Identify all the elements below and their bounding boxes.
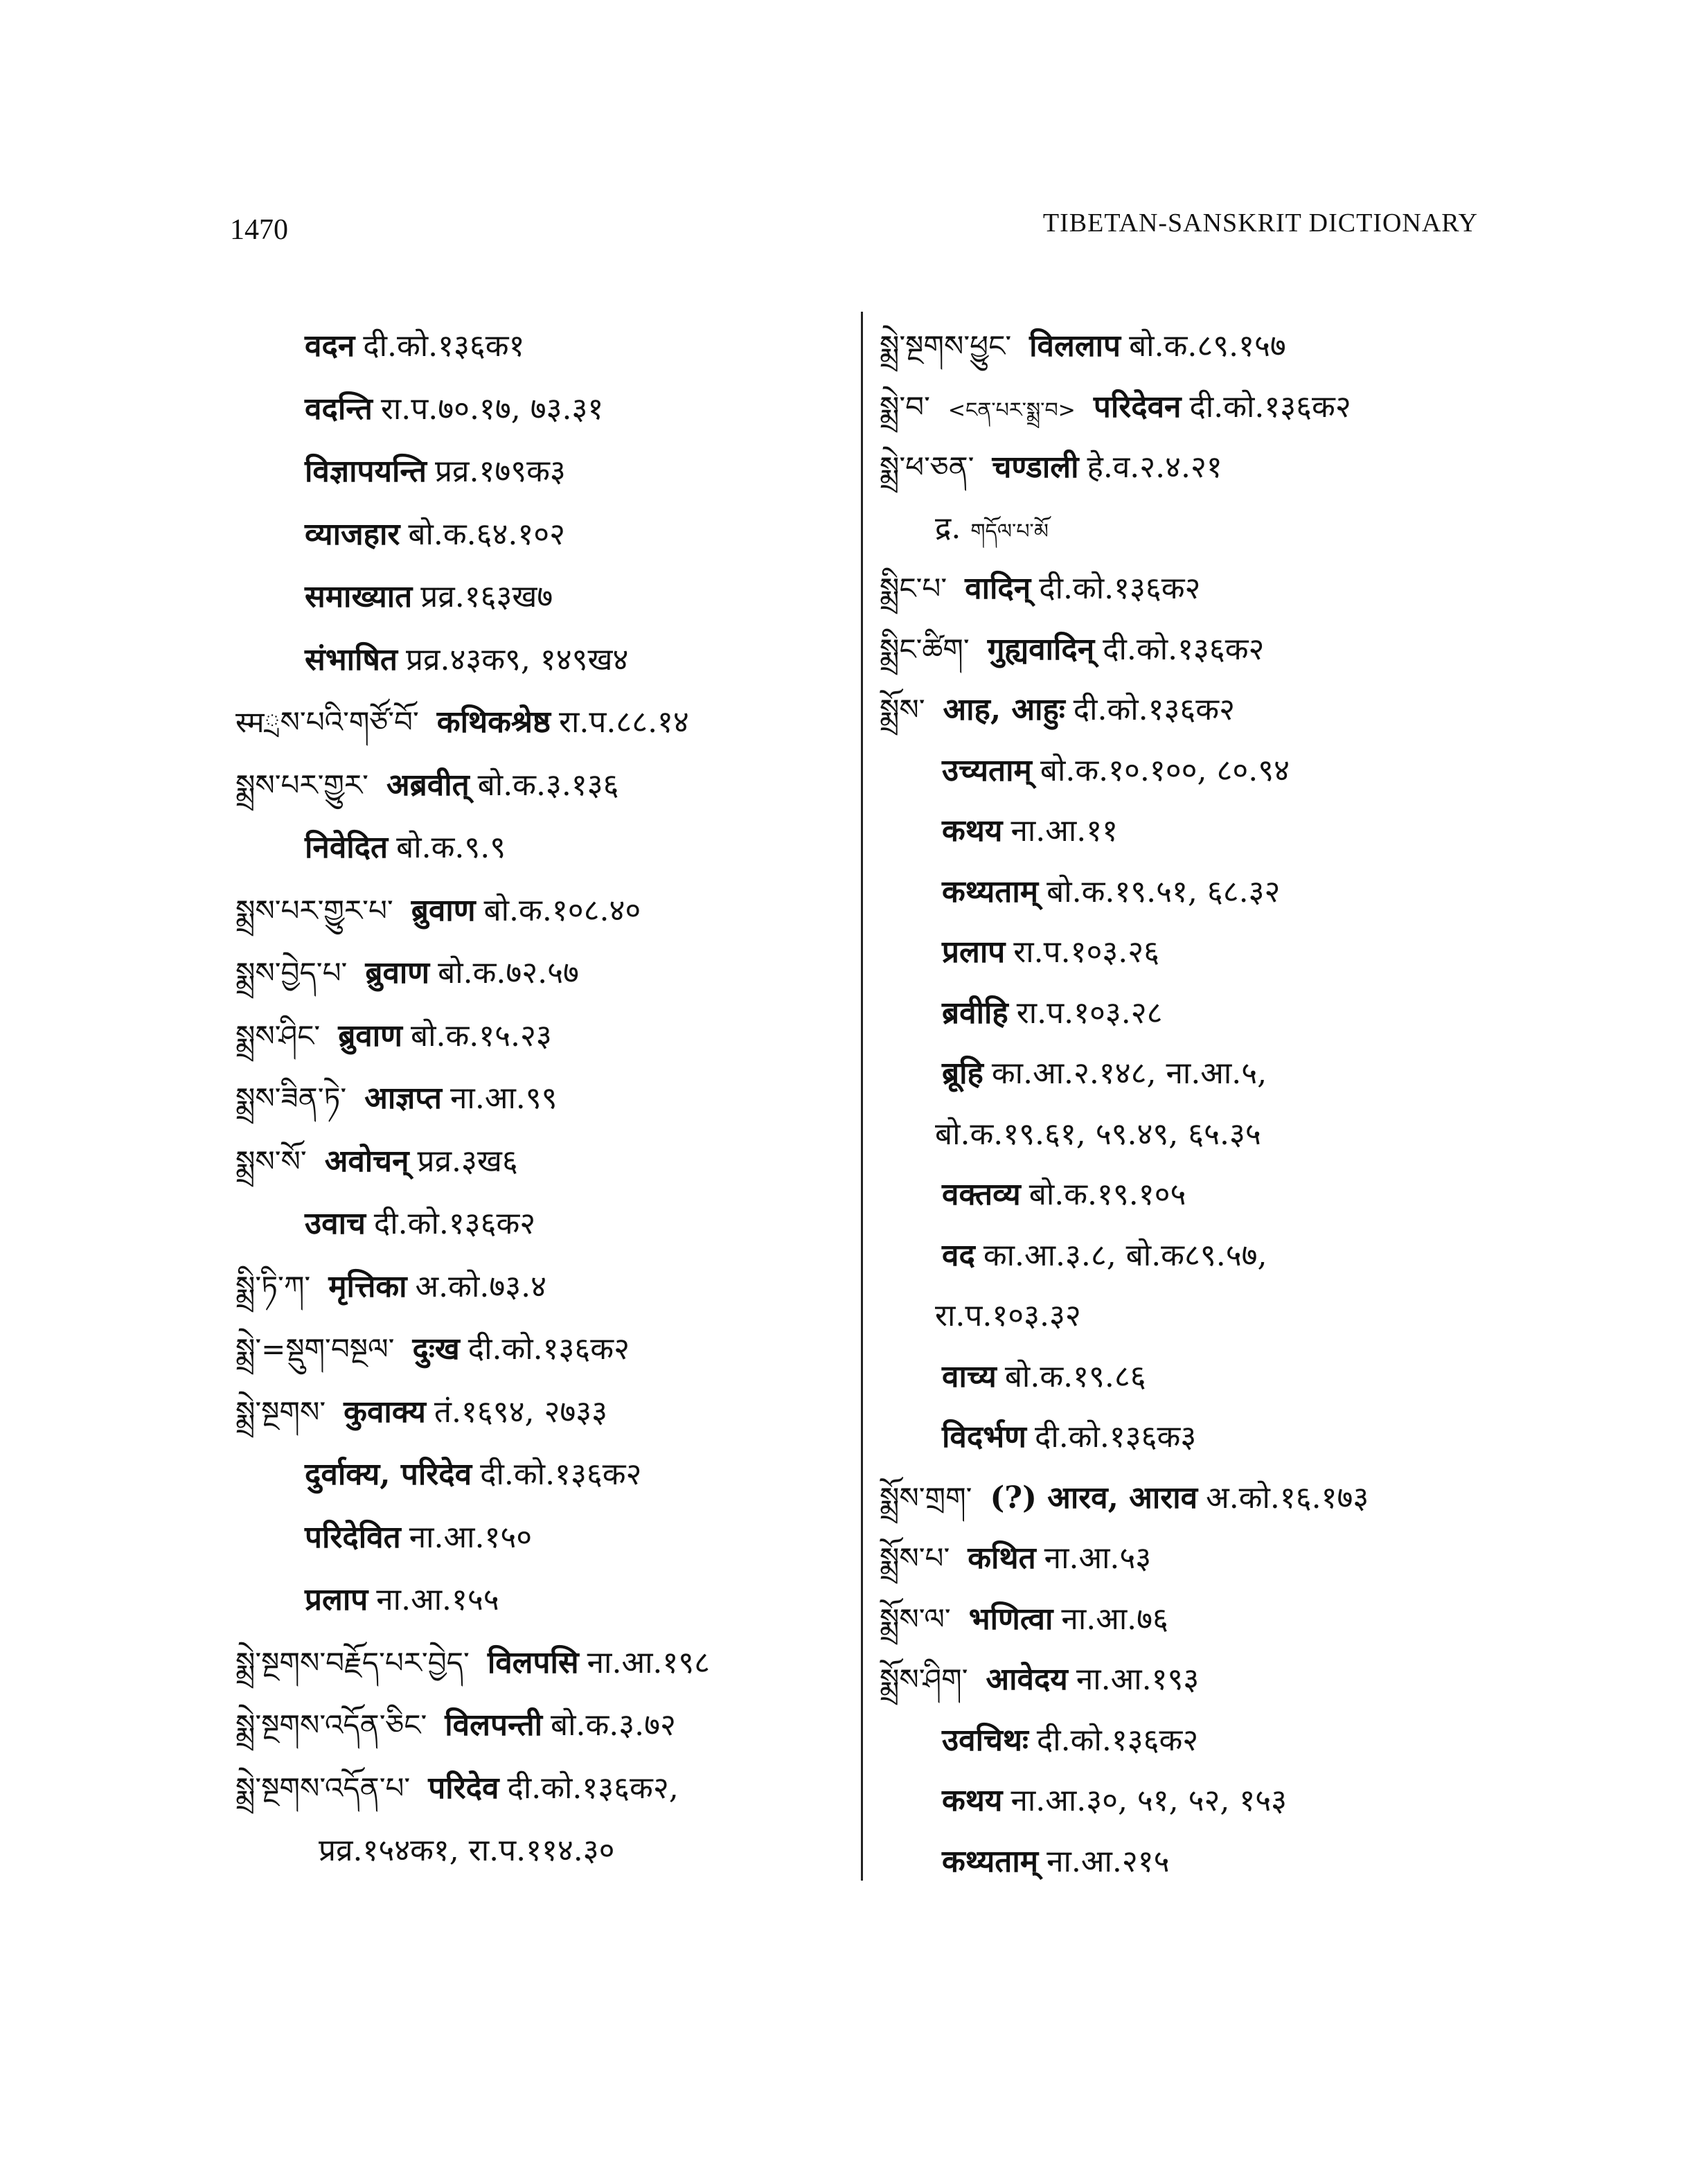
dictionary-line — [235, 1130, 518, 1193]
source-reference: बो.क.१०.१००, ८०.९४ — [1040, 752, 1290, 788]
source-reference: दी.को.१३६क२ — [1189, 389, 1351, 425]
tibetan-headword: སྨྲས་སོ་ — [235, 1144, 307, 1178]
dictionary-line — [235, 1632, 710, 1694]
tibetan-headword: स्मྲས་པའི་གཙོ་བོ་ — [235, 705, 419, 739]
sanskrit-equivalent: परिदेवित — [305, 1519, 401, 1555]
tibetan-headword: སྨྲས་པར་གྱུར་པ་ — [235, 893, 393, 927]
sanskrit-equivalent: वदन्ति — [305, 391, 373, 427]
dictionary-line — [235, 942, 579, 1004]
sanskrit-equivalent: विललाप — [1029, 328, 1121, 364]
source-reference: ना.आ.१५५ — [376, 1582, 499, 1617]
source-reference: प्रव्र.३ख६ — [417, 1143, 518, 1179]
sanskrit-equivalent: समाख्यात — [305, 579, 413, 614]
source-reference: अ.को.१६.१७३ — [1206, 1480, 1369, 1516]
dictionary-line — [235, 629, 628, 691]
dictionary-line — [235, 1569, 499, 1631]
source-reference: रा.प.१०३.२८ — [1016, 995, 1163, 1031]
dictionary-line — [235, 1318, 630, 1380]
dictionary-line — [880, 558, 1200, 620]
source-reference: दी.को.१३६क२ — [1103, 631, 1265, 667]
source-reference: ना.आ.१९३ — [1076, 1662, 1200, 1697]
sanskrit-equivalent: विदर्भण — [942, 1419, 1026, 1455]
tibetan-headword: སྨྲིང་ཚིག་ — [880, 632, 970, 666]
sanskrit-equivalent: आवेदय — [986, 1662, 1068, 1697]
cross-reference-term: གདོལ་པ་མོ — [970, 519, 1049, 544]
dictionary-line — [880, 800, 1118, 862]
source-reference: प्रव्र.१५४क१, रा.प.११४.३० — [319, 1833, 615, 1868]
dictionary-line — [880, 1710, 1198, 1772]
sanskrit-equivalent: उच्यताम् — [942, 752, 1032, 788]
sanskrit-equivalent: (?) आरव, आराव — [990, 1480, 1198, 1516]
source-reference: दी.को.१३६क२ — [1073, 692, 1235, 727]
sanskrit-equivalent: ब्रुवाण — [411, 892, 476, 928]
sanskrit-equivalent: कुवाक्य — [344, 1394, 426, 1430]
sanskrit-equivalent: ब्रवीहि — [942, 995, 1008, 1031]
sanskrit-equivalent: विज्ञापयन्ति — [305, 454, 427, 489]
source-reference: प्रव्र.१६३ख७ — [420, 579, 553, 614]
tibetan-headword: སྨྲེ་སྔགས་འདོན་པ་ — [235, 1770, 411, 1805]
source-reference: बो.क.१९.८६ — [1004, 1358, 1146, 1394]
sanskrit-equivalent: वदन — [305, 328, 355, 364]
sanskrit-equivalent: व्याजहार — [305, 516, 400, 552]
source-reference: दी.को.१३६क२ — [1036, 1722, 1199, 1758]
sanskrit-equivalent: वाच्य — [942, 1358, 997, 1394]
tibetan-headword: སྨྲོས་ལ་ — [880, 1601, 951, 1636]
running-title: TIBETAN-SANSKRIT DICTIONARY — [1042, 208, 1478, 238]
source-reference: दी.को.१३६क२ — [373, 1206, 536, 1241]
column-divider — [861, 312, 863, 1881]
dictionary-line — [235, 1005, 552, 1067]
source-reference: ना.आ.१९८ — [587, 1644, 711, 1680]
sanskrit-equivalent: कथ्यताम् — [942, 873, 1039, 909]
sanskrit-equivalent: आज्ञप्त — [364, 1081, 443, 1116]
sanskrit-equivalent: आह, आहुः — [943, 692, 1065, 727]
tibetan-headword: སྨྲེ་བ་ — [880, 389, 930, 424]
tibetan-headword: སྨྲི་ཏི་ཀ་ — [235, 1269, 311, 1304]
tibetan-headword: སྨྲེ་སྔགས་ — [235, 1394, 326, 1429]
dictionary-line — [235, 1757, 679, 1820]
source-reference: दी.को.१३६क२ — [480, 1457, 642, 1492]
dictionary-line — [235, 1256, 546, 1318]
dictionary-line — [880, 740, 1290, 802]
source-reference: हे.व.२.४.२१ — [1087, 450, 1222, 485]
dictionary-line — [880, 1467, 1369, 1529]
dictionary-line — [880, 1346, 1146, 1408]
tibetan-headword: སྨྲོས་ཤིག་ — [880, 1662, 968, 1696]
sanskrit-equivalent: कथ्यताम् — [942, 1843, 1039, 1879]
sanskrit-equivalent: ब्रूहि — [942, 1056, 983, 1091]
dictionary-line — [880, 1406, 1196, 1468]
cross-reference-marker: द्र. — [935, 510, 961, 546]
source-reference: बो.क.६४.१०२ — [408, 516, 566, 552]
dictionary-line — [880, 1164, 1186, 1226]
dictionary-line — [235, 1193, 535, 1255]
source-reference: ना.आ.११ — [1010, 813, 1118, 849]
source-reference: रा.प.८८.१४ — [558, 704, 689, 740]
source-reference: दी.को.१३६क२ — [1039, 571, 1201, 606]
tibetan-headword: སྨྲས་པར་གྱུར་ — [235, 767, 368, 802]
source-reference: बो.क.१९.५१, ६८.३२ — [1047, 873, 1281, 909]
sanskrit-equivalent: संभाषित — [305, 641, 398, 677]
sanskrit-equivalent: निवेदित — [305, 830, 389, 865]
source-reference: बो.क.९.९ — [396, 830, 506, 865]
sanskrit-equivalent: विलपसि — [487, 1644, 579, 1680]
dictionary-line — [880, 921, 1159, 984]
sanskrit-equivalent: दुःख — [412, 1331, 460, 1367]
source-reference: का.आ.२.१४८, ना.आ.५, — [991, 1056, 1267, 1091]
tibetan-headword: སྨྲས་ཤིང་ — [235, 1018, 321, 1053]
source-reference: ना.आ.३०, ५१, ५२, १५३ — [1010, 1783, 1288, 1818]
sanskrit-equivalent: विलपन्ती — [445, 1707, 542, 1743]
dictionary-line — [235, 378, 603, 441]
etymology-note: <ངན་པར་སྨྲ་བ> — [947, 398, 1076, 423]
tibetan-headword: སྨྲེ་ཕ་ཅན་ — [880, 450, 974, 484]
dictionary-line — [880, 1831, 1170, 1893]
sanskrit-equivalent: ब्रुवाण — [338, 1018, 402, 1054]
sanskrit-equivalent: वद — [942, 1237, 975, 1273]
sanskrit-equivalent: वादिन् — [965, 571, 1031, 606]
source-reference: बो.क.१९.१०५ — [1028, 1177, 1186, 1212]
sanskrit-equivalent: मृत्तिका — [328, 1268, 407, 1304]
sanskrit-equivalent: वक्तव्य — [942, 1177, 1021, 1212]
dictionary-line — [235, 1507, 532, 1569]
dictionary-line — [235, 1444, 641, 1506]
tibetan-headword: སྨྲེ་སྔགས་འདོན་ཅིང་ — [235, 1708, 427, 1742]
sanskrit-equivalent: उवचिथः — [942, 1722, 1028, 1758]
source-reference: दी.को.१३६क२ — [467, 1331, 630, 1367]
source-reference: ना.आ.२१५ — [1047, 1843, 1170, 1879]
sanskrit-equivalent: कथिकश्रेष्ठ — [436, 704, 551, 740]
tibetan-headword: སྨྲས་བྱེད་པ་ — [235, 956, 348, 990]
dictionary-line — [235, 1694, 676, 1757]
tibetan-headword: སྨྲེ་སྔགས་བརྗོད་པར་བྱེད་ — [235, 1645, 470, 1680]
dictionary-line — [235, 817, 506, 879]
dictionary-line — [880, 619, 1264, 681]
source-reference: बो.क.३.७२ — [551, 1707, 676, 1743]
source-reference: ना.आ.१५० — [409, 1519, 533, 1555]
dictionary-line — [235, 1067, 558, 1130]
source-reference: बो.क.१०८.४० — [483, 892, 641, 928]
source-reference: बो.क.३.१३६ — [477, 767, 619, 803]
dictionary-line — [235, 441, 566, 503]
dictionary-line — [235, 754, 618, 817]
dictionary-line — [235, 1820, 615, 1882]
dictionary-line — [235, 504, 565, 566]
source-reference: दी.को.१३६क२, — [507, 1770, 679, 1806]
sanskrit-equivalent: गुह्यवादिन् — [987, 631, 1095, 667]
source-reference: बो.क.८९.१५७ — [1129, 328, 1286, 364]
dictionary-line — [880, 497, 1049, 560]
dictionary-line — [235, 315, 524, 378]
source-reference: रा.प.१०३.३२ — [935, 1298, 1081, 1333]
tibetan-headword: སྨྲས་ཟིན་ཏེ་ — [235, 1081, 347, 1115]
tibetan-headword: སྨྲེ་སྔགས་ཕྱུང་ — [880, 329, 1012, 363]
source-reference: बो.क.१५.२३ — [410, 1018, 552, 1054]
source-reference: तं.१६९४, २७३३ — [434, 1394, 607, 1430]
source-reference: ना.आ.५३ — [1044, 1541, 1152, 1576]
dictionary-line — [880, 679, 1235, 741]
sanskrit-equivalent: ब्रुवाण — [365, 955, 430, 991]
sanskrit-equivalent: परिदेव — [428, 1770, 499, 1806]
dictionary-line — [880, 1527, 1151, 1590]
source-reference: प्रव्र.४३क९, १४९ख४ — [405, 641, 629, 677]
dictionary-line — [235, 880, 641, 942]
source-reference: बो.क.१९.६१, ५९.४९, ६५.३५ — [935, 1116, 1261, 1152]
page-header — [0, 201, 1701, 256]
dictionary-line — [880, 1225, 1267, 1287]
source-reference: अ.को.७३.४ — [415, 1268, 546, 1304]
dictionary-line — [880, 1103, 1261, 1166]
source-reference: बो.क.७२.५७ — [438, 955, 579, 991]
source-reference: रा.प.७०.१७, ७३.३१ — [380, 391, 604, 427]
source-reference: दी.को.१३६क१ — [363, 328, 525, 364]
tibetan-headword: སྨྲེ་=སྡུག་བསྔལ་ — [235, 1332, 395, 1366]
dictionary-line — [880, 982, 1163, 1045]
sanskrit-equivalent: कथय — [942, 1783, 1003, 1818]
dictionary-line — [880, 1770, 1287, 1832]
page-number: 1470 — [230, 214, 288, 246]
tibetan-headword: སྨྲོས་པ་ — [880, 1541, 950, 1575]
sanskrit-equivalent: प्रलाप — [942, 934, 1006, 970]
sanskrit-equivalent: परिदेवन — [1093, 389, 1182, 425]
sanskrit-equivalent: कथित — [968, 1541, 1036, 1576]
sanskrit-equivalent: प्रलाप — [305, 1582, 368, 1617]
tibetan-headword: སྨྲོས་གྲག་ — [880, 1480, 972, 1515]
sanskrit-equivalent: कथय — [942, 813, 1003, 849]
source-reference: ना.आ.७६ — [1061, 1601, 1168, 1637]
sanskrit-equivalent: दुर्वाक्य, परिदेव — [305, 1457, 472, 1492]
source-reference: दी.को.१३६क३ — [1034, 1419, 1197, 1455]
dictionary-line — [880, 1285, 1081, 1347]
dictionary-line — [880, 315, 1286, 378]
sanskrit-equivalent: चण्डाली — [992, 450, 1079, 485]
sanskrit-equivalent: अवोचन् — [324, 1143, 409, 1179]
dictionary-line — [235, 1381, 607, 1444]
source-reference: का.आ.३.८, बो.क८९.५७, — [983, 1237, 1267, 1273]
dictionary-line — [880, 1588, 1168, 1651]
dictionary-line — [235, 566, 553, 628]
sanskrit-equivalent: उवाच — [305, 1206, 366, 1241]
sanskrit-equivalent: भणित्वा — [968, 1601, 1053, 1637]
sanskrit-equivalent: अब्रवीत् — [386, 767, 470, 803]
dictionary-line — [880, 376, 1351, 438]
source-reference: प्रव्र.१७९क३ — [435, 454, 566, 489]
source-reference: रा.प.१०३.२६ — [1013, 934, 1160, 970]
dictionary-line — [235, 691, 689, 754]
dictionary-line — [880, 1042, 1267, 1105]
dictionary-line — [880, 436, 1222, 499]
source-reference: ना.आ.९९ — [450, 1081, 558, 1116]
tibetan-headword: སྨྲོས་ — [880, 693, 925, 727]
dictionary-line — [880, 861, 1280, 923]
dictionary-line — [880, 1649, 1199, 1711]
tibetan-headword: སྨྲིང་པ་ — [880, 571, 947, 605]
